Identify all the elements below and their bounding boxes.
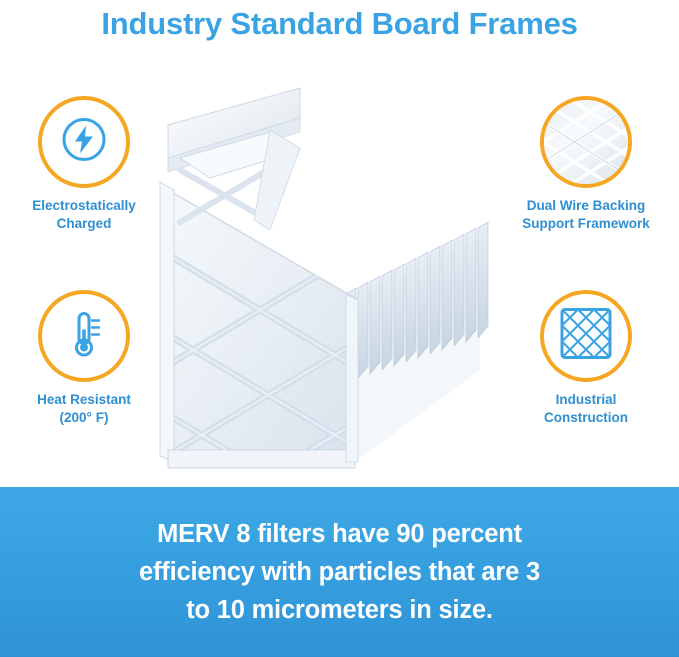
- feature-caption: [9, 197, 159, 233]
- feature-icon-circle: [540, 290, 632, 382]
- feature-caption-line2: Support Framework: [522, 216, 650, 231]
- merv-rating-banner: [0, 487, 679, 657]
- feature-caption-line2: Construction: [544, 410, 628, 425]
- feature-dual-wire-backing: [511, 96, 661, 233]
- feature-heat-resistant: [9, 290, 159, 427]
- feature-caption-line1: Dual Wire Backing: [526, 198, 646, 213]
- banner-line-3: to 10 micrometers in size.: [186, 596, 493, 624]
- feature-caption: [511, 391, 661, 427]
- feature-caption-line2: Charged: [56, 216, 112, 231]
- feature-industrial-construction: [511, 290, 661, 427]
- feature-icon-circle: [540, 96, 632, 188]
- feature-caption-line2: (200° F): [59, 410, 109, 425]
- feature-icon-circle: [38, 96, 130, 188]
- feature-electrostatically-charged: [9, 96, 159, 233]
- product-image: [150, 70, 510, 470]
- banner-line-1: MERV 8 filters have 90 percent: [157, 520, 522, 548]
- feature-caption-line1: Electrostatically: [32, 198, 136, 213]
- feature-caption: [511, 197, 661, 233]
- feature-caption-line1: Heat Resistant: [37, 392, 131, 407]
- feature-caption: [9, 391, 159, 427]
- feature-caption-line1: Industrial: [555, 392, 617, 407]
- wire-mesh-photo-icon: [544, 100, 628, 184]
- lightning-bolt-icon: [60, 116, 108, 169]
- banner-text: [111, 515, 568, 629]
- banner-line-2: efficiency with particles that are 3: [139, 558, 540, 586]
- page-title: Industry Standard Board Frames: [101, 6, 578, 41]
- grid-square-icon: [559, 307, 613, 366]
- thermometer-icon: [58, 308, 110, 365]
- feature-icon-circle: [38, 290, 130, 382]
